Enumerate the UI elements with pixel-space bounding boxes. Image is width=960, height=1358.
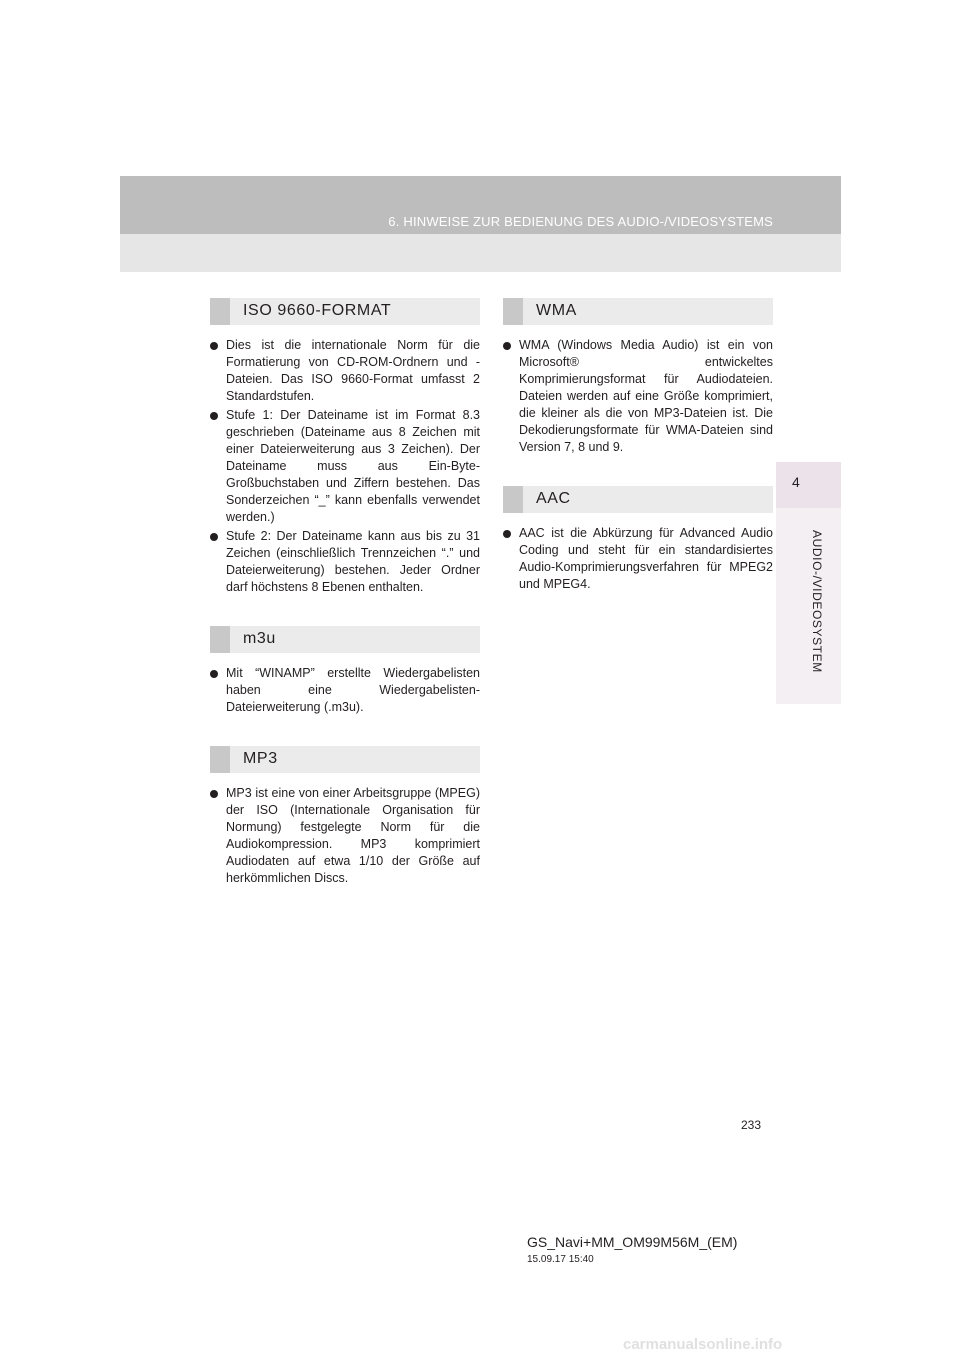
list-item: [210, 785, 480, 887]
bullet-icon: [210, 790, 218, 798]
bullet-icon: [503, 342, 511, 350]
section-title: m3u: [243, 630, 276, 647]
bullet-icon: [210, 412, 218, 420]
list-item: [210, 665, 480, 716]
section-title: ISO 9660-FORMAT: [243, 302, 392, 319]
bullet-text: Stufe 2: Der Dateiname kann aus bis zu 31 Zeichen (einschließlich Trennzeichen “.” und Dateierweiterung) bestehen. Jeder Ordner darf höchstens 8 Ebenen enthalten.: [226, 529, 480, 594]
footer-code: GS_Navi+MM_OM99M56M_(EM): [527, 1234, 738, 1250]
section-heading-iso: [210, 298, 480, 325]
section-heading-m3u: [210, 626, 480, 653]
list-item: [210, 528, 480, 596]
bullet-text: Mit “WINAMP” erstellte Wiedergabelisten haben eine Wiedergabelisten-Dateierweiterung (.m3u).: [226, 666, 480, 714]
header-bar: [120, 176, 841, 234]
list-item: [210, 407, 480, 526]
section-title: WMA: [536, 302, 577, 319]
left-column: [210, 298, 480, 889]
chapter-title: 6. HINWEISE ZUR BEDIENUNG DES AUDIO-/VIDEOSYSTEMS: [388, 214, 773, 229]
list-item: [210, 337, 480, 405]
section-title: MP3: [243, 750, 278, 767]
section-heading-wma: [503, 298, 773, 325]
heading-marker: [503, 486, 523, 513]
heading-marker: [210, 298, 230, 325]
bullet-text: WMA (Windows Media Audio) ist ein von Microsoft® entwickeltes Komprimierungsformat für Audiodateien. Dateien werden auf eine Größe komprimiert, die kleiner als die von MP3-Dateien ist. Die Dekodierungsformate für WMA-Dateien sind Version 7, 8 und 9.: [519, 338, 773, 454]
chapter-number: 4: [792, 474, 800, 490]
bullet-icon: [210, 533, 218, 541]
bullet-text: AAC ist die Abkürzung für Advanced Audio Coding und steht für ein standardisiertes Audio-Komprimierungsverfahren für MPEG2 und MPEG4.: [519, 526, 773, 591]
list-item: [503, 337, 773, 456]
page-number: 233: [741, 1118, 762, 1132]
bullet-text: MP3 ist eine von einer Arbeitsgruppe (MPEG) der ISO (Internationale Organisation für Normung) festgelegte Norm für die Audiokompression. MP3 komprimiert Audiodaten auf etwa 1/10 der Größe auf herkömmlichen Discs.: [226, 786, 480, 885]
bullet-text: Stufe 1: Der Dateiname ist im Format 8.3 geschrieben (Dateiname aus 8 Zeichen mit einer Dateierweiterung aus 3 Zeichen). Der Dateiname muss aus Ein-Byte-Großbuchstaben und Ziffern bestehen. Das Sonderzeichen “_” kann ebenfalls verwendet werden.): [226, 408, 480, 524]
heading-marker: [503, 298, 523, 325]
bullet-icon: [503, 530, 511, 538]
bullet-icon: [210, 342, 218, 350]
chapter-label: AUDIO-/VIDEOSYSTEM: [810, 530, 824, 673]
section-heading-aac: [503, 486, 773, 513]
watermark: carmanualsonline.info: [623, 1336, 783, 1353]
footer-date: 15.09.17 15:40: [527, 1254, 594, 1265]
bullet-text: Dies ist die internationale Norm für die Formatierung von CD-ROM-Ordnern und -Dateien. Das ISO 9660-Format umfasst 2 Standardstufen.: [226, 338, 480, 403]
heading-marker: [210, 626, 230, 653]
section-title: AAC: [536, 490, 571, 507]
list-item: [503, 525, 773, 593]
chapter-tab: [776, 462, 841, 508]
bullet-icon: [210, 670, 218, 678]
right-column: [503, 298, 773, 595]
section-heading-mp3: [210, 746, 480, 773]
heading-marker: [210, 746, 230, 773]
header-band: [120, 176, 841, 272]
